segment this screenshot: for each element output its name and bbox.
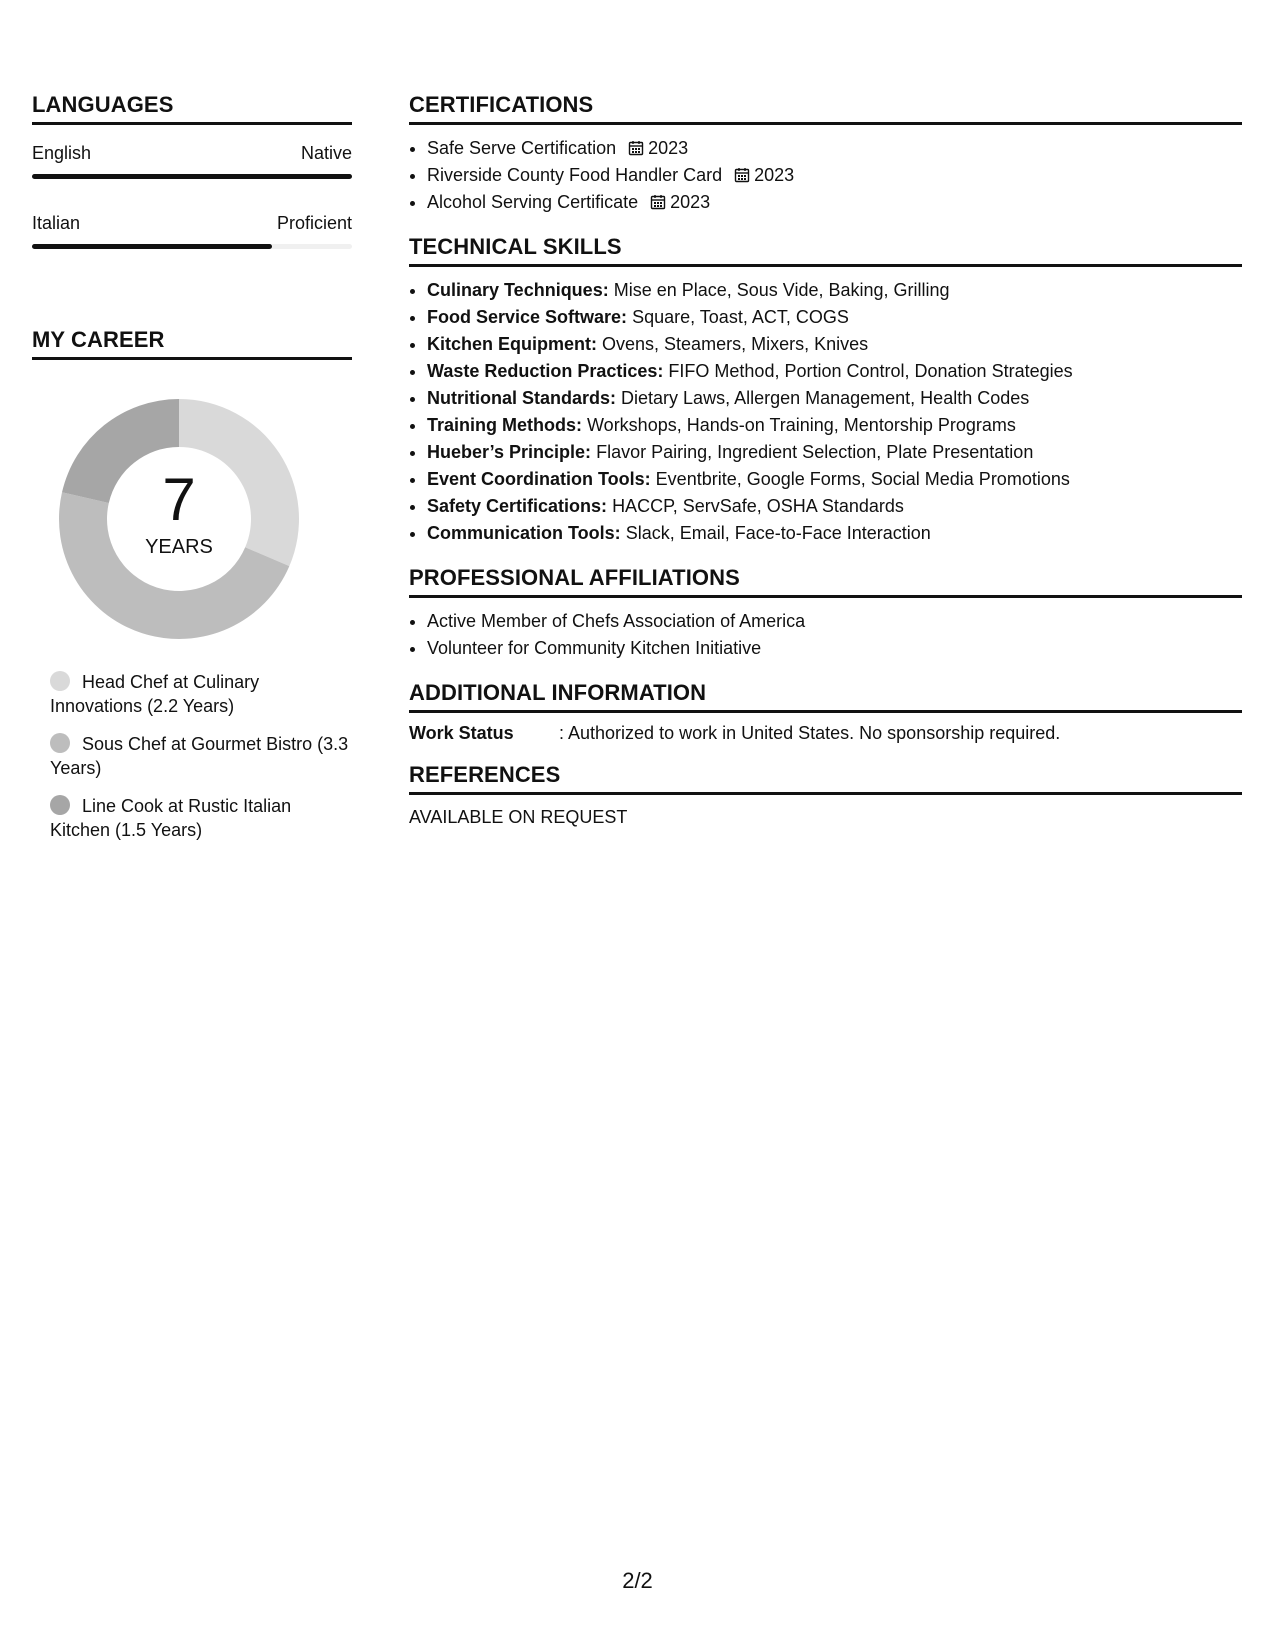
donut-center bbox=[54, 394, 304, 644]
legend-item bbox=[50, 670, 352, 718]
language-name: English bbox=[32, 143, 92, 163]
list-item bbox=[427, 189, 1242, 216]
career-heading: MY CAREER bbox=[32, 327, 352, 360]
skill-value: FIFO Method, Portion Control, Donation Strategies bbox=[668, 361, 1073, 381]
list-item bbox=[427, 385, 1242, 412]
list-item bbox=[427, 358, 1242, 385]
skill-label: Hueber’s Principle: bbox=[427, 442, 592, 462]
list-item bbox=[427, 466, 1242, 493]
skill-label: Kitchen Equipment: bbox=[427, 334, 597, 354]
skill-label: Food Service Software: bbox=[427, 307, 628, 327]
work-status-row bbox=[409, 723, 1242, 744]
skill-value: Ovens, Steamers, Mixers, Knives bbox=[602, 334, 869, 354]
list-item bbox=[427, 162, 1242, 189]
career-years-unit: YEARS bbox=[145, 535, 213, 558]
certification-name: Safe Serve Certification bbox=[427, 138, 617, 158]
list-item bbox=[427, 439, 1242, 466]
language-italian bbox=[32, 213, 352, 249]
language-level: Proficient bbox=[276, 213, 352, 233]
list-item bbox=[427, 520, 1242, 547]
legend-item bbox=[50, 732, 352, 780]
affiliations-section bbox=[409, 565, 1242, 662]
skill-value: Square, Toast, ACT, COGS bbox=[632, 307, 849, 327]
career-donut-chart bbox=[54, 394, 304, 644]
skill-value: Workshops, Hands-on Training, Mentorship Programs bbox=[587, 415, 1016, 435]
certification-year: 2023 bbox=[754, 165, 795, 185]
skill-value: Slack, Email, Face-to-Face Interaction bbox=[625, 523, 931, 543]
languages-heading: LANGUAGES bbox=[32, 92, 352, 125]
skill-label: Communication Tools: bbox=[427, 523, 621, 543]
affiliations-heading: PROFESSIONAL AFFILIATIONS bbox=[409, 565, 1242, 598]
career-years-total: 7 bbox=[162, 465, 196, 533]
skill-value: Dietary Laws, Allergen Management, Health Codes bbox=[621, 388, 1030, 408]
language-bar bbox=[32, 244, 352, 249]
work-status-value: : Authorized to work in United States. No sponsorship required. bbox=[559, 723, 1061, 743]
references-heading: REFERENCES bbox=[409, 762, 1242, 795]
references-text: AVAILABLE ON REQUEST bbox=[409, 807, 628, 827]
skill-value: Flavor Pairing, Ingredient Selection, Plate Presentation bbox=[596, 442, 1034, 462]
technical-skills-list bbox=[409, 277, 1242, 547]
list-item bbox=[427, 493, 1242, 520]
legend-item bbox=[50, 794, 352, 842]
page-number: 2/2 bbox=[622, 1568, 653, 1593]
list-item bbox=[427, 412, 1242, 439]
left-column bbox=[32, 92, 352, 856]
language-bar bbox=[32, 174, 352, 179]
certification-name: Riverside County Food Handler Card bbox=[427, 165, 723, 185]
certification-year: 2023 bbox=[648, 138, 689, 158]
skill-label: Event Coordination Tools: bbox=[427, 469, 651, 489]
legend-swatch bbox=[50, 733, 70, 753]
calendar-icon bbox=[650, 194, 666, 210]
language-bar-fill bbox=[32, 244, 272, 249]
certification-name: Alcohol Serving Certificate bbox=[427, 192, 639, 212]
calendar-icon bbox=[734, 167, 750, 183]
career-legend bbox=[50, 670, 352, 842]
affiliations-list bbox=[409, 608, 1242, 662]
certifications-heading: CERTIFICATIONS bbox=[409, 92, 1242, 125]
work-status-label: Work Status bbox=[409, 723, 514, 743]
calendar-icon bbox=[628, 140, 644, 156]
skill-label: Safety Certifications: bbox=[427, 496, 608, 516]
list-item: • Active Member of Chefs Association of America bbox=[427, 608, 1242, 635]
skill-value: Eventbrite, Google Forms, Social Media Promotions bbox=[655, 469, 1070, 489]
list-item: • Volunteer for Community Kitchen Initiative bbox=[427, 635, 1242, 662]
skill-value: HACCP, ServSafe, OSHA Standards bbox=[612, 496, 904, 516]
list-item bbox=[427, 135, 1242, 162]
list-item bbox=[427, 304, 1242, 331]
additional-info-section bbox=[409, 680, 1242, 744]
technical-skills-section bbox=[409, 234, 1242, 547]
list-item bbox=[427, 277, 1242, 304]
technical-skills-heading: TECHNICAL SKILLS bbox=[409, 234, 1242, 267]
list-item bbox=[427, 331, 1242, 358]
language-level: Native bbox=[300, 143, 352, 163]
certifications-section bbox=[409, 92, 1242, 216]
legend-label: Sous Chef at Gourmet Bistro (3.3 Years) bbox=[50, 734, 349, 778]
certification-year: 2023 bbox=[670, 192, 711, 212]
skill-label: Training Methods: bbox=[427, 415, 582, 435]
skill-label: Waste Reduction Practices: bbox=[427, 361, 664, 381]
references-section bbox=[409, 762, 1242, 828]
legend-label: Head Chef at Culinary Innovations (2.2 Years) bbox=[50, 672, 260, 716]
legend-swatch bbox=[50, 671, 70, 691]
skill-label: Culinary Techniques: bbox=[427, 280, 609, 300]
language-bar-fill bbox=[32, 174, 352, 179]
certifications-list bbox=[409, 135, 1242, 216]
language-english bbox=[32, 143, 352, 179]
language-name: Italian bbox=[32, 213, 81, 233]
career-section bbox=[32, 327, 352, 842]
skill-label: Nutritional Standards: bbox=[427, 388, 617, 408]
right-column bbox=[409, 92, 1242, 828]
legend-swatch bbox=[50, 795, 70, 815]
legend-label: Line Cook at Rustic Italian Kitchen (1.5 Years) bbox=[50, 796, 292, 840]
additional-info-heading: ADDITIONAL INFORMATION bbox=[409, 680, 1242, 713]
skill-value: Mise en Place, Sous Vide, Baking, Grilling bbox=[613, 280, 950, 300]
